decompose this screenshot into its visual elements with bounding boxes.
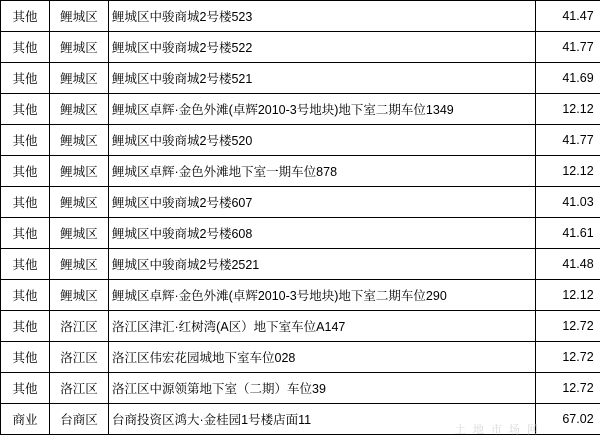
- table-row[interactable]: [1, 32, 600, 63]
- table-row[interactable]: [1, 249, 600, 280]
- cell-address[interactable]: 鲤城区中骏商城2号楼521: [109, 63, 536, 94]
- cell-value[interactable]: 41.61: [536, 218, 600, 249]
- cell-value[interactable]: 41.69: [536, 63, 600, 94]
- cell-district[interactable]: 鲤城区: [50, 187, 109, 218]
- cell-address[interactable]: 鲤城区中骏商城2号楼2521: [109, 249, 536, 280]
- cell-type[interactable]: 其他: [1, 187, 50, 218]
- table-row[interactable]: [1, 280, 600, 311]
- table-row[interactable]: [1, 404, 600, 435]
- cell-district[interactable]: 鲤城区: [50, 156, 109, 187]
- cell-type[interactable]: 其他: [1, 218, 50, 249]
- cell-district[interactable]: 鲤城区: [50, 1, 109, 32]
- cell-type[interactable]: 商业: [1, 404, 50, 435]
- cell-district[interactable]: 洛江区: [50, 342, 109, 373]
- cell-district[interactable]: 洛江区: [50, 373, 109, 404]
- cell-value[interactable]: 12.72: [536, 311, 600, 342]
- cell-district[interactable]: 台商区: [50, 404, 109, 435]
- cell-address[interactable]: 鲤城区中骏商城2号楼608: [109, 218, 536, 249]
- cell-type[interactable]: 其他: [1, 156, 50, 187]
- cell-district[interactable]: 鲤城区: [50, 32, 109, 63]
- cell-address[interactable]: 洛江区伟宏花园城地下室车位028: [109, 342, 536, 373]
- cell-type[interactable]: 其他: [1, 63, 50, 94]
- table-row[interactable]: [1, 311, 600, 342]
- cell-value[interactable]: 41.48: [536, 249, 600, 280]
- cell-type[interactable]: 其他: [1, 373, 50, 404]
- cell-type[interactable]: 其他: [1, 342, 50, 373]
- cell-address[interactable]: 台商投资区鸿大·金桂园1号楼店面11: [109, 404, 536, 435]
- cell-value[interactable]: 12.72: [536, 373, 600, 404]
- watermark-text: 土 地 市 场 网: [454, 424, 540, 436]
- table-row[interactable]: [1, 373, 600, 404]
- cell-address[interactable]: 鲤城区卓辉·金色外滩(卓辉2010-3号地块)地下室二期车位290: [109, 280, 536, 311]
- table-row[interactable]: [1, 125, 600, 156]
- cell-district[interactable]: 鲤城区: [50, 125, 109, 156]
- cell-type[interactable]: 其他: [1, 94, 50, 125]
- cell-address[interactable]: 鲤城区中骏商城2号楼520: [109, 125, 536, 156]
- cell-value[interactable]: 41.47: [536, 1, 600, 32]
- cell-type[interactable]: 其他: [1, 125, 50, 156]
- cell-type[interactable]: 其他: [1, 249, 50, 280]
- cell-address[interactable]: 鲤城区中骏商城2号楼607: [109, 187, 536, 218]
- cell-district[interactable]: 洛江区: [50, 311, 109, 342]
- table-row[interactable]: [1, 156, 600, 187]
- cell-district[interactable]: 鲤城区: [50, 94, 109, 125]
- cell-address[interactable]: 鲤城区中骏商城2号楼522: [109, 32, 536, 63]
- cell-district[interactable]: 鲤城区: [50, 280, 109, 311]
- cell-value[interactable]: 12.12: [536, 280, 600, 311]
- cell-address[interactable]: 洛江区津汇·红树湾(A区）地下室车位A147: [109, 311, 536, 342]
- cell-address[interactable]: 洛江区中源领第地下室（二期）车位39: [109, 373, 536, 404]
- cell-value[interactable]: 67.02: [536, 404, 600, 435]
- cell-value[interactable]: 41.03: [536, 187, 600, 218]
- cell-value[interactable]: 12.72: [536, 342, 600, 373]
- table-row[interactable]: [1, 187, 600, 218]
- table-row[interactable]: [1, 1, 600, 32]
- cell-address[interactable]: 鲤城区中骏商城2号楼523: [109, 1, 536, 32]
- cell-value[interactable]: 12.12: [536, 94, 600, 125]
- cell-address[interactable]: 鲤城区卓辉·金色外滩地下室一期车位878: [109, 156, 536, 187]
- cell-district[interactable]: 鲤城区: [50, 249, 109, 280]
- table-row[interactable]: [1, 218, 600, 249]
- table-row[interactable]: [1, 342, 600, 373]
- cell-type[interactable]: 其他: [1, 1, 50, 32]
- cell-district[interactable]: 鲤城区: [50, 63, 109, 94]
- cell-address[interactable]: 鲤城区卓辉·金色外滩(卓辉2010-3号地块)地下室二期车位1349: [109, 94, 536, 125]
- cell-value[interactable]: 41.77: [536, 32, 600, 63]
- table-body: [1, 1, 600, 435]
- cell-district[interactable]: 鲤城区: [50, 218, 109, 249]
- cell-value[interactable]: 12.12: [536, 156, 600, 187]
- cell-value[interactable]: 41.77: [536, 125, 600, 156]
- cell-type[interactable]: 其他: [1, 280, 50, 311]
- table-row[interactable]: [1, 63, 600, 94]
- table-row[interactable]: [1, 94, 600, 125]
- cell-type[interactable]: 其他: [1, 311, 50, 342]
- cell-type[interactable]: 其他: [1, 32, 50, 63]
